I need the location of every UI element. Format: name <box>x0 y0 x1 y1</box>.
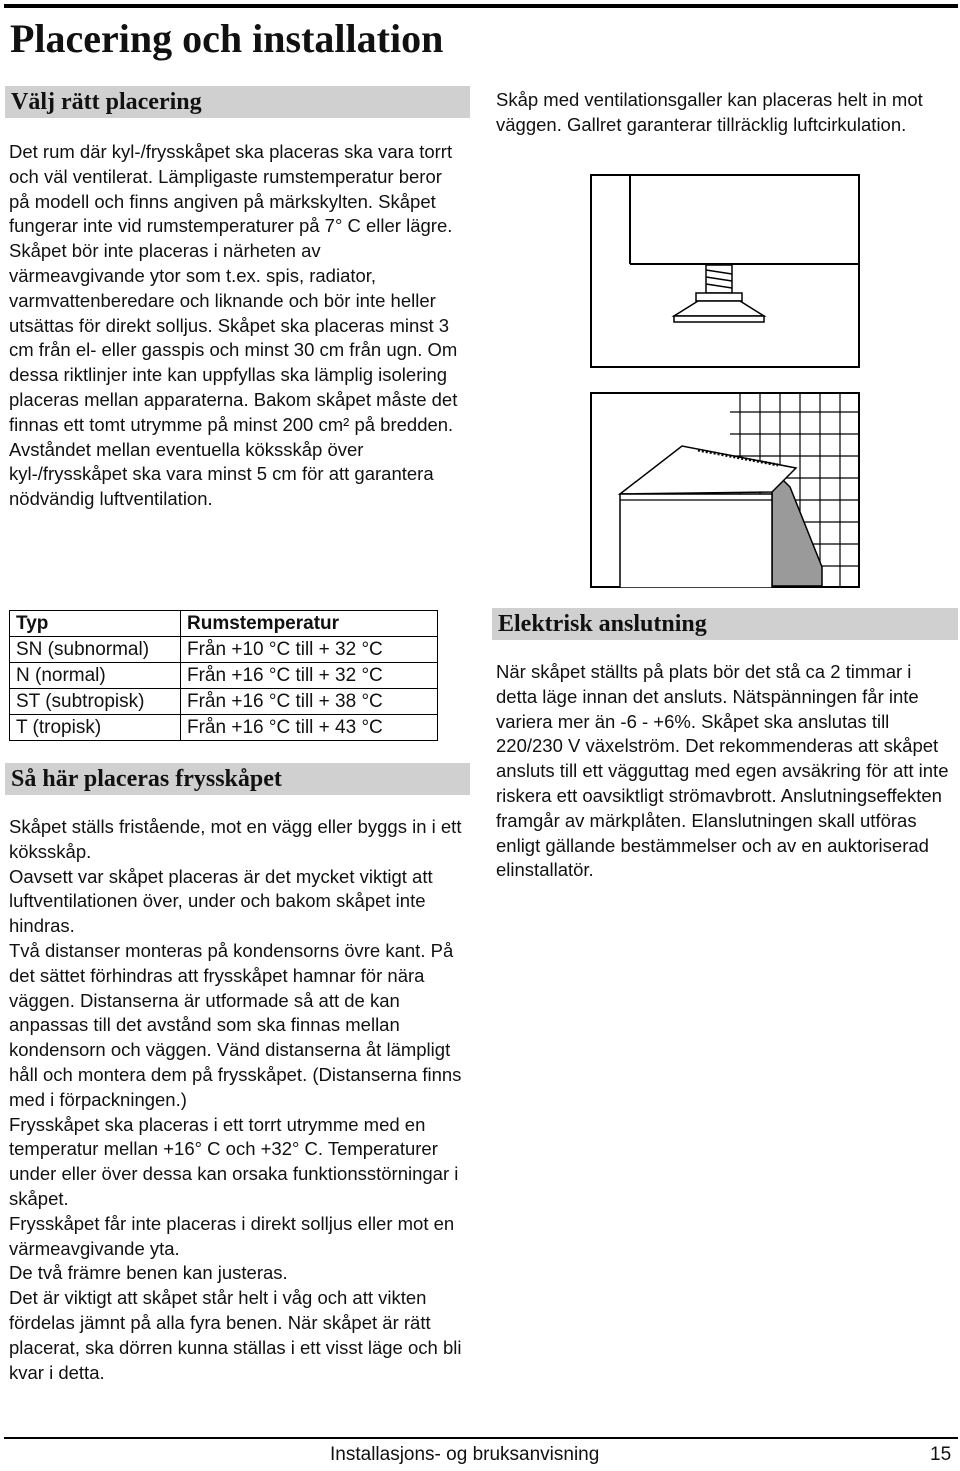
paragraph: Skåpet ställs fristående, mot en vägg eller byggs in i ett köksskåp. <box>9 816 462 862</box>
ventilation-caption-text: Skåp med ventilationsgaller kan placeras helt in mot väggen. Gallret garanterar tillräcklig luftcirkulation. <box>496 89 923 135</box>
table-header-cell: Typ <box>10 611 181 637</box>
table-cell: T (tropisk) <box>10 715 181 741</box>
table-cell: SN (subnormal) <box>10 637 181 663</box>
placement-paragraph <box>9 140 461 512</box>
table-cell: Från +16 °C till + 43 °C <box>181 715 438 741</box>
table-cell: Från +16 °C till + 38 °C <box>181 689 438 715</box>
paragraph: Frysskåpet får inte placeras i direkt solljus eller mot en värmeavgivande yta. <box>9 1212 455 1259</box>
paragraph: Frysskåpet ska placeras i ett torrt utrymme med en temperatur mellan +16° C och +32° C. Temperaturer under eller över dessa kan orsaka funktionsstörningar i skåpet. <box>9 1113 459 1209</box>
placement-text: Det rum där kyl-/frysskåpet ska placeras ska vara torrt och väl ventilerat. Lämpligaste rumstemperatur beror på modell och finns angiven på märkskylten. Skåpet fungerar inte vid rumstemperaturer på 7° C eller lägre. Skåpet bör inte placeras i närheten av värmeavgivande ytor som t.ex. spis, radiator, varmvattenberedare och liknande och bör inte heller utsättas för direkt solljus. Skåpet ska placeras minst 3 cm från el- eller gasspis och minst 30 cm från ugn. Om dessa riktlinjer inte kan uppfyllas ska lämplig isolering placeras mellan apparaterna. Bakom skåpet måste det finnas ett tomt utrymme på minst 200 cm² på bredden. Avståndet mellan eventuella köksskåp över kyl-/frysskåpet ska vara minst 5 cm för att garantera nödvändig luftventilation. <box>9 141 458 510</box>
paragraph: Två distanser monteras på kondensorns övre kant. På det sättet förhindras att frysskåpet hamnar för nära väggen. Distanserna är utformade så att de kan anpassas till det avstånd som ska finnas mellan kondensorn och väggen. Vänd distanserna åt lämpligt håll och montera dem på frysskåpet. (Distanserna finns med i förpackningen.) <box>9 939 462 1110</box>
table-cell: Från +16 °C till + 32 °C <box>181 663 438 689</box>
electrical-text: När skåpet ställts på plats bör det stå ca 2 timmar i detta läge innan det ansluts. Nätspänningen får inte variera mer än -6 - +6%. Skåpet ska anslutas till 220/230 V växelström. Det rekommenderas att skåpet ansluts till ett vägguttag med egen avsäkring för att inte riskera ett oavsiktligt strömavbrott. Anslutningseffekten framgår av märkplåten. Elanslutningen skall utföras enligt gällande bestämmelser och av en auktoriserad elinstallatör. <box>496 661 949 881</box>
table-cell: ST (subtropisk) <box>10 689 181 715</box>
footer-manual-title: Installasjons- og bruksanvisning <box>330 1444 600 1465</box>
section-heading-freezer-placement <box>5 763 470 795</box>
temperature-table <box>9 610 438 741</box>
freezer-placement-paragraphs <box>9 815 464 1385</box>
table-header-row <box>10 611 438 637</box>
section-heading-electrical <box>492 608 958 640</box>
paragraph: De två främre benen kan justeras. <box>9 1262 288 1284</box>
table-cell: Från +10 °C till + 32 °C <box>181 637 438 663</box>
section-heading-placement <box>5 86 470 118</box>
page-title: Placering och installation <box>10 16 444 61</box>
table-cell: N (normal) <box>10 663 181 689</box>
adjustable-foot-icon <box>590 174 860 368</box>
bottom-rule <box>4 1437 958 1439</box>
table-header-cell: Rumstemperatur <box>181 611 438 637</box>
paragraph: Det är viktigt att skåpet står helt i våg och att vikten fördelas jämnt på alla fyra benen. När skåpet är rätt placerat, ska dörren kunna ställas i ett visst läge och bli kvar i detta. <box>9 1287 462 1383</box>
table-row <box>10 689 438 715</box>
table-row <box>10 637 438 663</box>
electrical-paragraph <box>496 660 954 883</box>
paragraph: Oavsett var skåpet placeras är det mycket viktigt att luftventilationen över, under och bakom skåpet inte hindras. <box>9 865 433 937</box>
page-number: 15 <box>930 1444 952 1465</box>
top-rule <box>4 4 958 8</box>
section-heading-text: Elektrisk anslutning <box>498 611 707 637</box>
ventilation-grille-cabinet-icon <box>590 392 860 588</box>
section-heading-text: Så här placeras frysskåpet <box>11 766 282 792</box>
table-row <box>10 663 438 689</box>
ventilation-caption <box>496 88 954 138</box>
table-row <box>10 715 438 741</box>
section-heading-text: Välj rätt placering <box>11 89 202 115</box>
